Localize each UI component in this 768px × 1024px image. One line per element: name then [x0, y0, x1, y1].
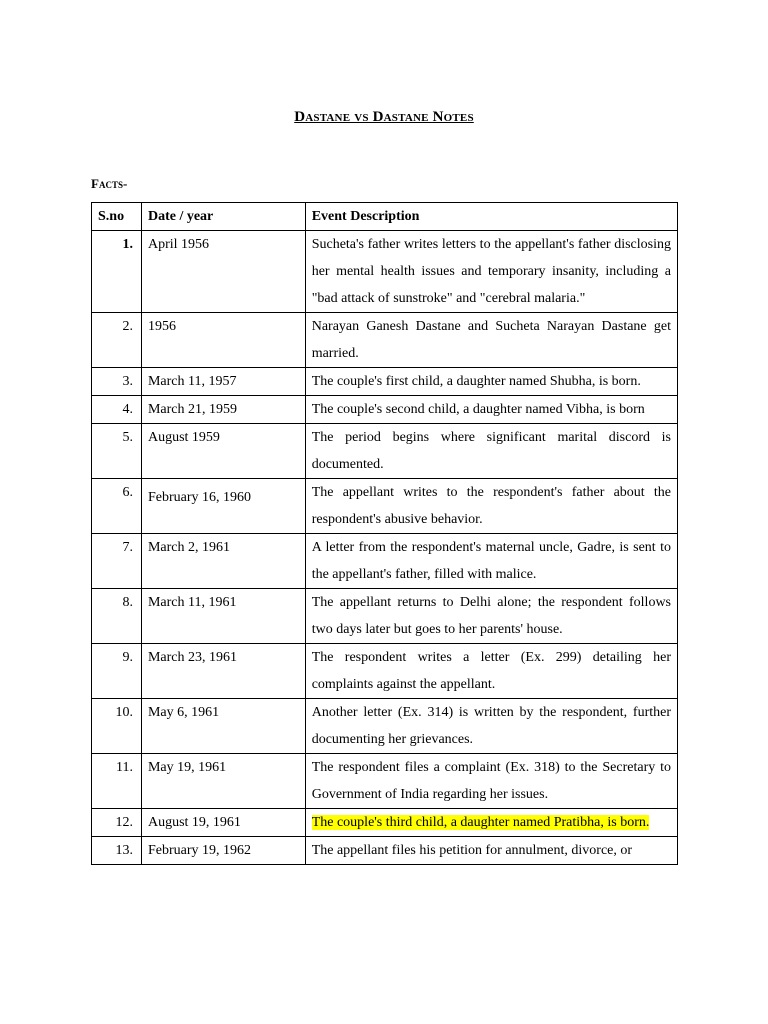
row-sno: 3.: [92, 368, 142, 396]
row-event: The period begins where significant marital discord is documented.: [305, 424, 677, 479]
row-event: The couple's first child, a daughter named Shubha, is born.: [305, 368, 677, 396]
row-date: March 11, 1957: [141, 368, 305, 396]
row-sno: 10.: [92, 699, 142, 754]
row-event: Narayan Ganesh Dastane and Sucheta Narayan Dastane get married.: [305, 313, 677, 368]
table-row: [92, 313, 678, 368]
row-sno: 11.: [92, 754, 142, 809]
row-sno: 6.: [92, 479, 142, 534]
row-sno: 2.: [92, 313, 142, 368]
table-row: [92, 368, 678, 396]
row-date: March 2, 1961: [141, 534, 305, 589]
row-date-cell: [141, 479, 305, 534]
header-date: Date / year: [141, 203, 305, 231]
table-row: [92, 396, 678, 424]
row-event: Sucheta's father writes letters to the appellant's father disclosing her mental health issues and temporary insanity, including a "bad attack of sunstroke" and "cerebral malaria.": [305, 231, 677, 313]
row-sno: 12.: [92, 809, 142, 837]
table-row: [92, 589, 678, 644]
table-row: [92, 231, 678, 313]
table-row: [92, 644, 678, 699]
row-sno: 8.: [92, 589, 142, 644]
table-row: [92, 534, 678, 589]
row-event: The couple's second child, a daughter named Vibha, is born: [305, 396, 677, 424]
table-row: [92, 837, 678, 865]
row-date: February 19, 1962: [141, 837, 305, 865]
row-sno: 4.: [92, 396, 142, 424]
section-label-facts: Facts-: [91, 176, 128, 191]
row-date: March 21, 1959: [141, 396, 305, 424]
row-event: The respondent writes a letter (Ex. 299) detailing her complaints against the appellant.: [305, 644, 677, 699]
row-event: The appellant files his petition for annulment, divorce, or: [305, 837, 677, 865]
row-event: The appellant writes to the respondent's father about the respondent's abusive behavior.: [305, 479, 677, 534]
row-sno: 13.: [92, 837, 142, 865]
row-date: August 19, 1961: [141, 809, 305, 837]
table-header-row: [92, 203, 678, 231]
row-date: August 1959: [141, 424, 305, 479]
row-date: May 6, 1961: [141, 699, 305, 754]
facts-table: [91, 202, 678, 865]
row-date: February 16, 1960: [147, 490, 252, 505]
row-event: A letter from the respondent's maternal uncle, Gadre, is sent to the appellant's father, filled with malice.: [305, 534, 677, 589]
row-date: April 1956: [141, 231, 305, 313]
table-row: [92, 424, 678, 479]
row-date: 1956: [141, 313, 305, 368]
row-sno: 5.: [92, 424, 142, 479]
header-event: Event Description: [305, 203, 677, 231]
table-row: [92, 479, 678, 534]
row-sno: 7.: [92, 534, 142, 589]
row-date: May 19, 1961: [141, 754, 305, 809]
row-event: The respondent files a complaint (Ex. 318) to the Secretary to Government of India regarding her issues.: [305, 754, 677, 809]
document-title: Dastane vs Dastane Notes: [294, 109, 474, 125]
row-date: March 11, 1961: [141, 589, 305, 644]
row-event: Another letter (Ex. 314) is written by the respondent, further documenting her grievances.: [305, 699, 677, 754]
table-row: [92, 754, 678, 809]
row-sno: 1.: [92, 231, 142, 313]
row-date: March 23, 1961: [141, 644, 305, 699]
table-row: [92, 809, 678, 837]
row-event-cell: [305, 809, 677, 837]
highlighted-event-text: The couple's third child, a daughter named Pratibha, is born.: [311, 815, 650, 830]
table-row: [92, 699, 678, 754]
row-sno: 9.: [92, 644, 142, 699]
row-event: The appellant returns to Delhi alone; the respondent follows two days later but goes to her parents' house.: [305, 589, 677, 644]
header-sno: S.no: [92, 203, 142, 231]
